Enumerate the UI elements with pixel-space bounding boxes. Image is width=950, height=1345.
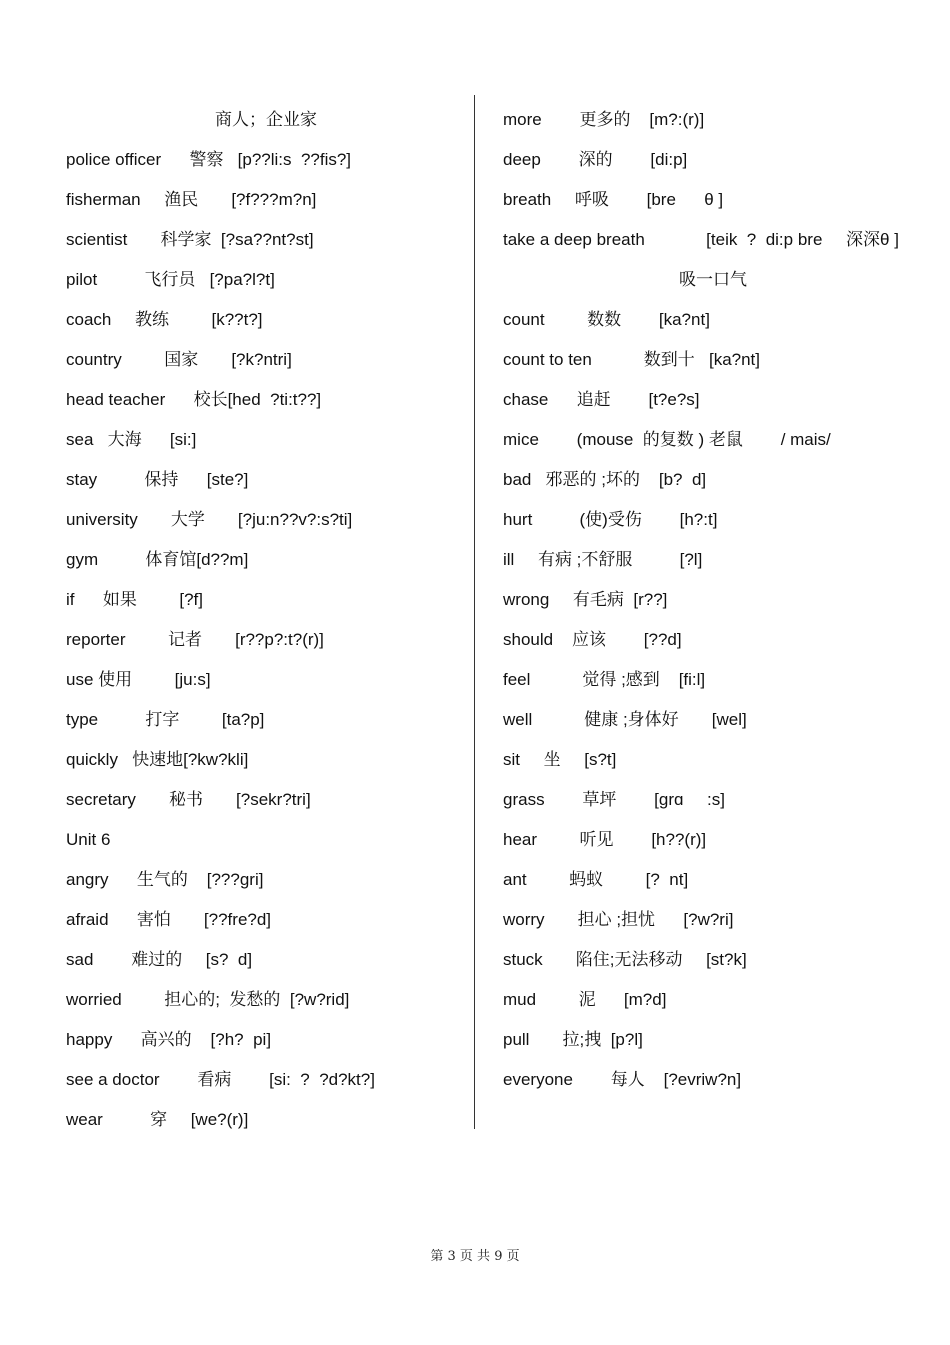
vocab-entry: sit 坐 [s?t]	[503, 750, 617, 769]
vocab-entry: chase 追赶 [t?e?s]	[503, 390, 700, 409]
vocab-entry: police officer 警察 [p??li:s ??fis?]	[66, 150, 352, 169]
vocab-entry: worried 担心的; 发愁的 [?w?rid]	[66, 990, 350, 1009]
vocab-entry: scientist 科学家 [?sa??nt?st]	[66, 230, 314, 249]
vocab-entry: ant 蚂蚁 [? nt]	[503, 870, 689, 889]
vocab-entry: fisherman 渔民 [?f???m?n]	[66, 190, 317, 209]
column-divider	[474, 95, 475, 1129]
vocab-entry: secretary 秘书 [?sekr?tri]	[66, 790, 311, 809]
vocab-entry: grass 草坪 [grɑ :s]	[503, 790, 725, 809]
vocab-entry: 商人；企业家	[215, 110, 317, 129]
vocab-entry: should 应该 [??d]	[503, 630, 682, 649]
right-column	[503, 100, 923, 1100]
vocab-entry: sea 大海 [si:]	[66, 430, 197, 449]
vocab-entry: wrong 有毛病 [r??]	[503, 590, 668, 609]
vocab-entry: worry 担心 ;担忧 [?w?ri]	[503, 910, 734, 929]
vocab-entry: 吸一口气	[679, 270, 747, 289]
vocab-entry: deep 深的 [di:p]	[503, 150, 688, 169]
vocab-entry: hear 听见 [h??(r)]	[503, 830, 707, 849]
vocab-entry: breath 呼吸 [bre θ ]	[503, 190, 724, 209]
vocab-entry: type 打字 [ta?p]	[66, 710, 265, 729]
vocab-entry: everyone 每人 [?evriw?n]	[503, 1070, 742, 1089]
vocab-entry: angry 生气的 [???gri]	[66, 870, 264, 889]
vocab-entry: pull 拉;拽 [p?l]	[503, 1030, 643, 1049]
vocab-entry: bad 邪恶的 ;坏的 [b? d]	[503, 470, 707, 489]
vocab-entry: more 更多的 [m?:(r)]	[503, 110, 705, 129]
vocab-entry: reporter 记者 [r??p?:t?(r)]	[66, 630, 324, 649]
vocab-entry: take a deep breath [teik ? di:p bre 深深θ ]	[503, 230, 899, 249]
vocab-entry: Unit 6	[66, 830, 111, 849]
vocab-entry: if 如果 [?f]	[66, 590, 203, 609]
vocab-entry: stuck 陷住;无法移动 [st?k]	[503, 950, 747, 969]
vocab-entry: happy 高兴的 [?h? pi]	[66, 1030, 272, 1049]
page-footer: 第 3 页 共 9 页	[430, 1249, 520, 1264]
vocab-entry: head teacher 校长[hed ?ti:t??]	[66, 390, 322, 409]
left-column	[66, 100, 466, 1140]
vocab-entry: feel 觉得 ;感到 [fi:l]	[503, 670, 706, 689]
vocab-entry: see a doctor 看病 [si: ? ?d?kt?]	[66, 1070, 375, 1089]
vocab-entry: stay 保持 [ste?]	[66, 470, 249, 489]
vocab-entry: well 健康 ;身体好 [wel]	[503, 710, 747, 729]
vocab-entry: university 大学 [?ju:n??v?:s?ti]	[66, 510, 353, 529]
vocab-entry: ill 有病 ;不舒服 [?l]	[503, 550, 703, 569]
vocab-entry: coach 教练 [k??t?]	[66, 310, 263, 329]
vocab-entry: afraid 害怕 [??fre?d]	[66, 910, 272, 929]
vocab-entry: hurt (使)受伤 [h?:t]	[503, 510, 718, 529]
vocab-entry: count 数数 [ka?nt]	[503, 310, 710, 329]
vocab-entry: count to ten 数到十 [ka?nt]	[503, 350, 761, 369]
vocab-entry: country 国家 [?k?ntri]	[66, 350, 292, 369]
vocab-entry: wear 穿 [we?(r)]	[66, 1110, 249, 1129]
vocab-entry: mice (mouse 的复数 ) 老鼠 / mais/	[503, 430, 831, 449]
vocab-entry: use 使用 [ju:s]	[66, 670, 211, 689]
vocab-entry: pilot 飞行员 [?pa?l?t]	[66, 270, 275, 289]
vocab-entry: quickly 快速地[?kw?kli]	[66, 750, 249, 769]
vocab-entry: sad 难过的 [s? d]	[66, 950, 253, 969]
vocab-entry: mud 泥 [m?d]	[503, 990, 667, 1009]
vocab-entry: gym 体育馆[d??m]	[66, 550, 249, 569]
